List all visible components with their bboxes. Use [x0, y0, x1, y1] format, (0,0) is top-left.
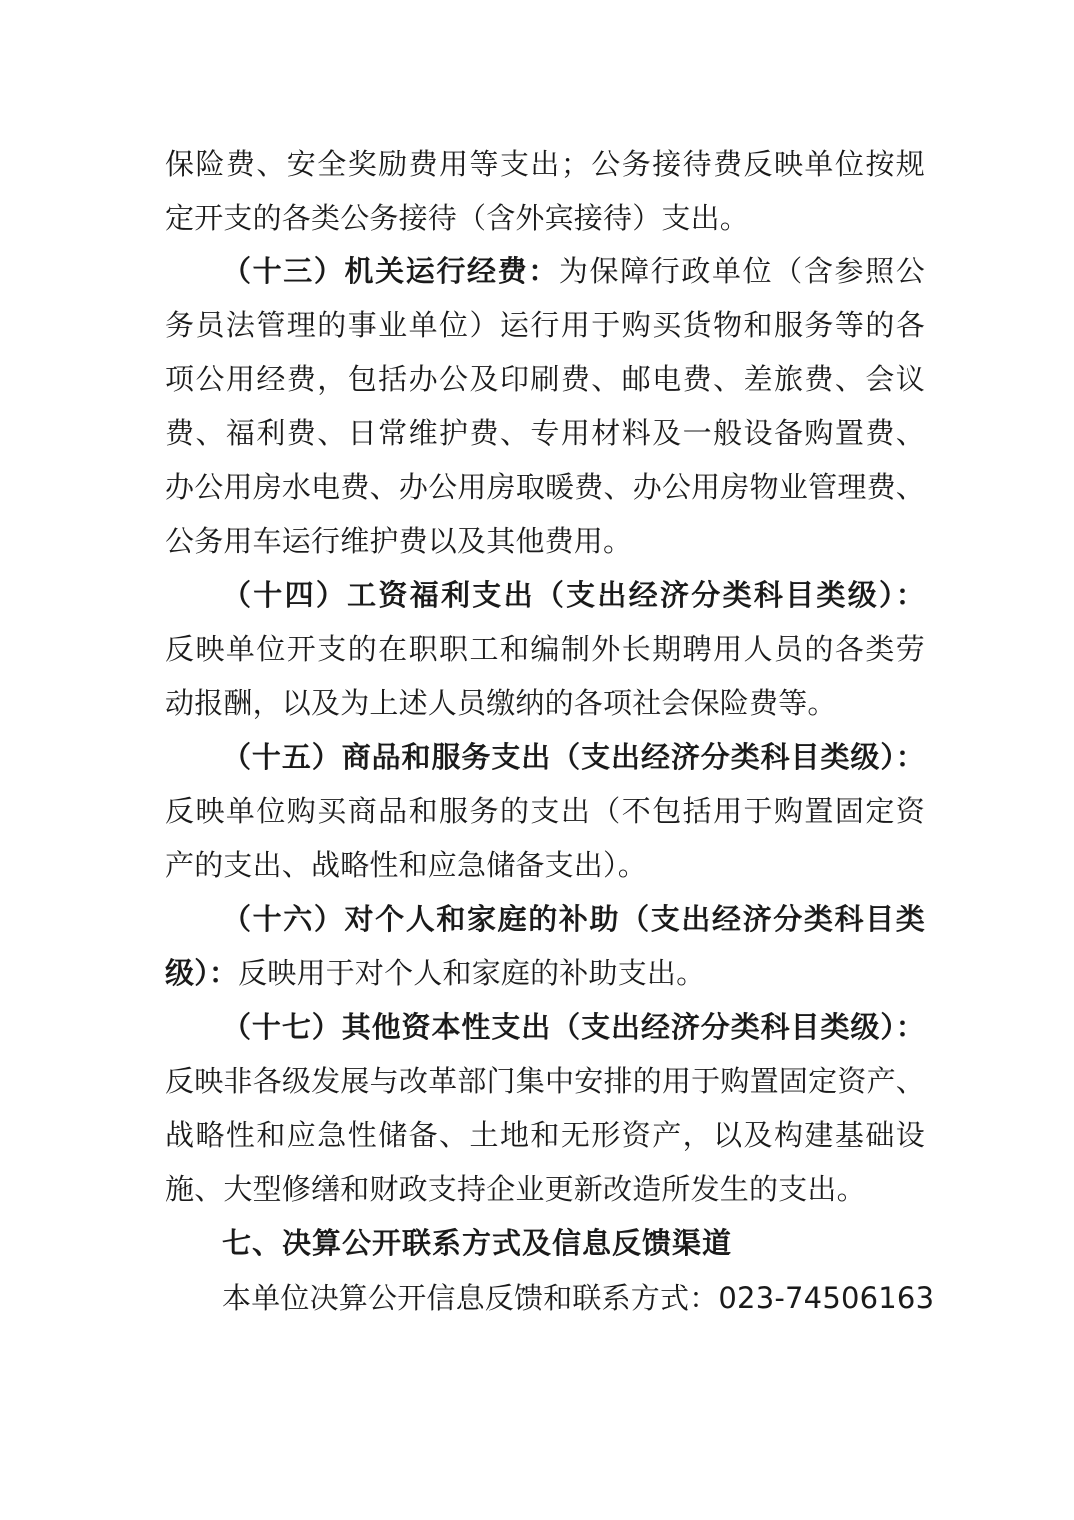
paragraph-line: 施、大型修缮和财政支持企业更新改造所发生的支出。 [165, 1172, 866, 1206]
contact-label: 本单位决算公开信息反馈和联系方式： [222, 1281, 719, 1315]
paragraph-line: 反映单位购买商品和服务的支出（不包括用于购置固定资 [165, 794, 925, 828]
section-7-title: 七、决算公开联系方式及信息反馈渠道 [222, 1226, 733, 1260]
paragraph-16-text: 反映用于对个人和家庭的补助支出。 [238, 956, 706, 990]
paragraph-line: 定开支的各类公务接待（含外宾接待）支出。 [165, 201, 750, 235]
contact-phone: 023-74506163 [718, 1281, 935, 1315]
paragraph-line: 办公用房水电费、办公用房取暖费、办公用房物业管理费、 [165, 470, 925, 504]
paragraph-line: 动报酬，以及为上述人员缴纳的各项社会保险费等。 [165, 686, 837, 720]
paragraph-line: 产的支出、战略性和应急储备支出）。 [165, 848, 647, 882]
paragraph-16-heading-cont: 级）： [165, 956, 239, 990]
paragraph-14-heading: （十四）工资福利支出（支出经济分类科目类级）： [222, 578, 925, 612]
paragraph-line: 反映单位开支的在职职工和编制外长期聘用人员的各类劳 [165, 632, 925, 666]
paragraph-13-first-line [222, 253, 925, 289]
paragraph-line: 费、福利费、日常维护费、专用材料及一般设备购置费、 [165, 416, 925, 450]
paragraph-line: 公务用车运行维护费以及其他费用。 [165, 524, 633, 558]
paragraph-line: 保险费、安全奖励费用等支出；公务接待费反映单位按规 [165, 147, 925, 181]
paragraph-15-heading: （十五）商品和服务支出（支出经济分类科目类级）： [222, 740, 925, 774]
paragraph-17-heading: （十七）其他资本性支出（支出经济分类科目类级）： [222, 1010, 925, 1044]
contact-line [222, 1280, 935, 1316]
paragraph-line: 反映非各级发展与改革部门集中安排的用于购置固定资产、 [165, 1064, 925, 1098]
paragraph-13-heading: （十三）机关运行经费： [222, 254, 559, 288]
paragraph-line: 项公用经费，包括办公及印刷费、邮电费、差旅费、会议 [165, 362, 925, 396]
paragraph-16-heading: （十六）对个人和家庭的补助（支出经济分类科目类 [222, 902, 925, 936]
paragraph-16-second-line [165, 955, 925, 991]
paragraph-13-text: 为保障行政单位（含参照公 [558, 254, 926, 288]
paragraph-line: 战略性和应急性储备、土地和无形资产，以及构建基础设 [165, 1118, 925, 1152]
paragraph-line: 务员法管理的事业单位）运行用于购买货物和服务等的各 [165, 308, 925, 342]
